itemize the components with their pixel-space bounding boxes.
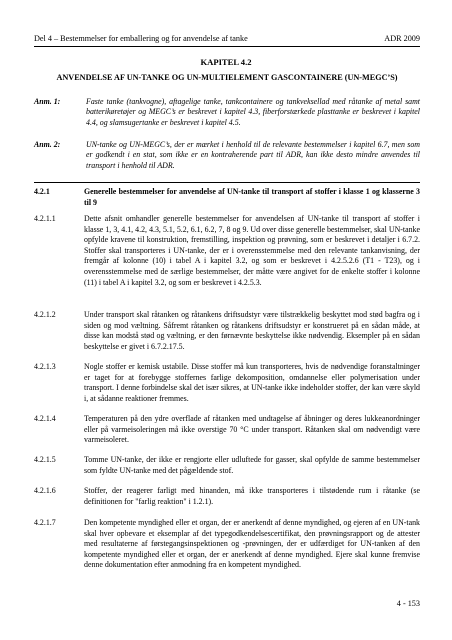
section-4-2-1-4 [34,414,420,446]
header-left: Del 4 – Bestemmelser for emballering og for anvendelse af tanke [34,34,248,43]
section-4-2-1-2 [34,310,420,352]
running-header [34,34,420,43]
page-number: 4 - 153 [396,599,420,608]
section-text: Stoffer, der reagerer farligt med hinanden, må ikke transporteres i tilstødende rum i råtanke (se definitionen for "farlig reaktion" i 1.2.1). [84,486,420,506]
section-number: 4.2.1.4 [34,414,56,423]
section-4-2-1-6 [34,486,420,507]
note-label: Anm. 1: [34,97,61,106]
chapter-title: ANVENDELSE AF UN-TANKE OG UN-MULTIELEMENT GASCONTAINERE (UN-MEGC’S) [56,73,398,82]
section-number: 4.2.1.6 [34,486,56,495]
section-number: 4.2.1.2 [34,310,56,319]
section-4-2-1-7 [34,518,420,571]
section-text: Under transport skal råtanken og råtankens driftsudstyr være tilstrækkelig beskyttet mod stød bagfra og i siden og mod væltning. Såfremt råtanken og råtankens driftsudstyr er konstrueret på en sådan måde, at disse kan modstå stød og væltning, er den førnævnte beskyttelse ikke nødvendig. Eksempler på en sådan beskyttelse er givet i 6.7.2.17.5. [84,310,420,351]
section-text: Temperaturen på den ydre overflade af råtanken med undtagelse af åbninger og deres lukkeanordninger eller på varmeisoleringen må ikke overstige 70 °C under transport. Råtanken skal om nødvendigt være varmeisoleret. [84,414,420,445]
header-right: ADR 2009 [384,34,420,43]
section-4-2-1 [34,187,420,208]
note-1 [34,97,420,128]
section-heading: Generelle bestemmelser for anvendelse af UN-tanke til transport af stoffer i klasse 1 og klasserne 3 til 9 [84,187,420,207]
section-number: 4.2.1.7 [34,518,56,527]
header-rule [34,46,420,47]
section-text: Nogle stoffer er kemisk ustabile. Disse stoffer må kun transporteres, hvis de nødvendige foranstaltninger er taget for at forebygge stoffernes farlige dekomposition, omdannelse eller polymerisation under transport. I denne forbindelse skal det især sikres, at UN-tanke ikke indeholder stoffer, der kan være skyld i, at sådanne reaktioner fremmes. [84,362,420,403]
section-number: 4.2.1 [34,187,50,196]
section-text: Dette afsnit omhandler generelle bestemmelser for anvendelsen af UN-tanke til transport af stoffer i klasse 1, 3, 4.1, 4.2, 4.3, 5.1, 5.2, 6.1, 6.2, 7, 8 og 9. Ud over disse generelle bestemmelser, skal UN-tanke opfylde kravene til konstruktion, fremstilling, inspektion og prøvning, som er beskrevet i detaljer i 6.7.2. Stoffer skal transporteres i UN-tanke, der er i overensstemmelse med den relevante tankanvisning, der fremgår af kolonne (10) i tabel A i kapitel 3.2, og som er beskrevet i 4.2.5.2.6 (T1 - T23), og i overensstemmelse med de særlige bestemmelser, der måtte være angivet for de enkelte stoffer i kolonne (11) i tabel A i kapitel 3.2, og som er beskrevet i 4.2.5.3. [84,214,420,287]
section-4-2-1-1 [34,214,420,288]
note-text: Faste tanke (tankvogne), aftagelige tanke, tankcontainere og tankveksellad med råtanke af metal samt batterikøretøjer og MEGC’s er beskrevet i kapitel 4.3, fiberforstærkede plasttanke er beskrevet i kapitel 4.4, og slamsugertanke er beskrevet i kapitel 4.5. [86,97,420,127]
section-text: Tomme UN-tanke, der ikke er rengjorte eller udluftede for gasser, skal opfylde de samme bestemmelser som fyldte UN-tanke med det pågældende stof. [84,455,420,475]
note-label: Anm. 2: [34,140,61,149]
section-4-2-1-3 [34,362,420,404]
section-number: 4.2.1.1 [34,214,56,223]
section-4-2-1-5 [34,455,420,476]
section-text: Den kompetente myndighed eller et organ, der er anerkendt af denne myndighed, og ejeren af en UN-tank skal hver opbevare et eksemplar af det typegodkendelsescertifikat, den prøvningsrapport og de attester med resultaterne af førstegangsinspektionen og -prøvningen, der er udfærdiget for UN-tanken af den kompetente myndighed eller et organ, der er anerkendt af denne myndighed. Ejere skal kunne fremvise denne dokumentation efter anmodning fra en kompetent myndighed. [84,518,420,570]
section-divider [34,182,420,183]
note-text: UN-tanke og UN-MEGC’s, der er mærket i henhold til de relevante bestemmelser i kapitel 6.7, men som er godkendt i en stat, som ikke er en kontraherende part til ADR, kan ikke desto mindre anvendes til transport i henhold til ADR. [86,140,420,170]
note-2 [34,140,420,171]
section-number: 4.2.1.5 [34,455,56,464]
section-number: 4.2.1.3 [34,362,56,371]
chapter-heading: KAPITEL 4.2 [200,57,252,67]
